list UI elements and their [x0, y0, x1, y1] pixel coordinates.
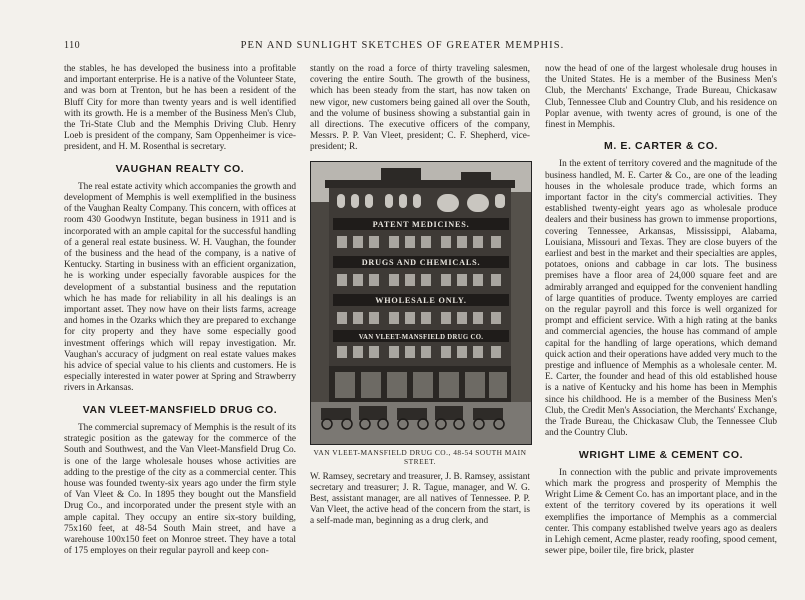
- sign-patent-medicines: PATENT MEDICINES.: [372, 219, 470, 229]
- heading-vaughan-realty: VAUGHAN REALTY CO.: [115, 162, 245, 175]
- page-number: 110: [64, 40, 81, 51]
- sign-company-name: VAN VLEET-MANSFIELD DRUG CO.: [358, 333, 484, 341]
- building-figure: [310, 161, 530, 466]
- running-title: PEN AND SUNLIGHT SKETCHES OF GREATER MEMPHIS.: [240, 40, 565, 51]
- heading-wright-lime: WRIGHT LIME & CEMENT CO.: [578, 448, 744, 461]
- column-left: [64, 64, 296, 557]
- column-right: [545, 64, 777, 557]
- sign-wholesale-only: WHOLESALE ONLY.: [375, 295, 467, 305]
- paragraph-continued: the stables, he has developed the business into a profitable and important enterprise. He is a native of the Volunteer State, and was born at Trenton, but he has been a resident of the Bluff City for more than twenty years and is well identified with its growth. He is a member of the Business Men's Club, the Tri-State Club and the Memphis Driving Club. Henry Loeb is president of the company, Sam Oppenheimer is vice-president, and H. M. Rosenthal is secretary.: [64, 64, 296, 153]
- paragraph-continued: stantly on the road a force of thirty traveling salesmen, covering the entire South. The growth of the business, which has been steady from the start, has now taken on new vigor, new customers being gained all over the South, and the volume of business showing a substantial gain in all directions. The executive officers of the company, Messrs. P. P. Van Vleet, president; C. F. Shepherd, vice-president; R.: [310, 64, 530, 153]
- heading-carter: M. E. CARTER & CO.: [603, 140, 719, 153]
- page-header: [64, 40, 741, 56]
- paragraph-vaughan-realty: The real estate activity which accompanies the growth and development of Memphis is well exemplified in the business of the Vaughan Realty Company. This concern, with offices at room 430 Goodwyn Institute, began business in 1911 and is incorporated with an ample capital for the successful handling of a general real estate business. W. H. Vaughan, the founder of the business and the head of the company, is a native of Kentucky. Starting in business with an efficient organization, he is working under especially favorable auspices for the development of a substantial business and the reputation which he has made for reliability in all his dealings is an important asset. They now have on their lists farms, acreage and homes in the Ozarks which they are prepared to exchange for city property and they have some especially good investment offerings which will repay investigation. Mr. Vaughan's accuracy of judgment on real estate values makes his advice of special value to his clients and customers. He is especially interested in water power at Spring and Strawberry rivers in Arkansas.: [64, 181, 296, 394]
- figure-caption: VAN VLEET-MANSFIELD DRUG CO., 48-54 SOUTH MAIN STREET.: [313, 447, 527, 466]
- paragraph-van-vleet-mansfield: The commercial supremacy of Memphis is the result of its strategic position as the gateway for the commerce of the South and Southwest, and the Van Vleet-Mansfield Drug Co. is one of the large wholesale houses whose activities are adding to the prestige of the city as a commercial center. This house was founded twenty-six years ago under the firm style of Van Vleet & Co. In 1895 they bought out the Mansfield Drug Co., and incorporated under the present style with an ample capital. They occupy an entire six-story building, 75x160 feet, at 48-54 South Main street, and have a warehouse 100x150 feet on Monroe street. They have a total of 175 employes on their regular payroll and keep con-: [64, 422, 296, 557]
- paragraph-after-figure: W. Ramsey, secretary and treasurer, J. B. Ramsey, assistant secretary and treasurer; J. R. Tague, manager, and W. G. Best, assistant manager, are all natives of Tennessee. P. P. Van Vleet, the active head of the concern from the start, is a self-made man, beginning as a drug clerk, and: [310, 471, 530, 527]
- paragraph-continued: now the head of one of the largest wholesale drug houses in the United States. He is a member of the Business Men's Club, the Merchants' Exchange, Trade Bureau, Chickasaw Club, Tennessee Club and Country Club, and his residence on Poplar avenue, with twenty acres of ground, is one of the finest in Memphis.: [545, 64, 777, 131]
- heading-van-vleet-mansfield: VAN VLEET-MANSFIELD DRUG CO.: [82, 403, 278, 416]
- sign-drugs-chemicals: DRUGS AND CHEMICALS.: [361, 257, 481, 267]
- paragraph-carter: In the extent of territory covered and the magnitude of the business handled, M. E. Carter & Co., are one of the leading houses in the wholesale produce trade, which forms an important factor in the city's commercial activities. They established twenty-eight years ago as wholesale produce dealers and their business has grown to immense proportions, covering Tennessee, Arkansas, Mississippi, Alabama, Louisiana, Missouri and Texas. They are close buyers of the earliest and best in the market and their specialties are apples, potatoes, onions and cabbage in car lots. The business premises have a floor area of 24,000 square feet and are admirably arranged and equipped for the convenient handling of large quantities of produce. Twenty employes are carried on the regular payroll and this force is well organized for prompt and efficient service. With a high rating at the banks and commercial agencies, the house has command of ample capital for the handling of large operations, which demand quick action and their operations have added very much to the prestige and influence of Memphis as a wholesale center. M. E. Carter, the founder and head of this old established house is a native of Kentucky and his home has been in Memphis since his childhood. He is a member of the Business Men's Club, the Credit Men's Association, the Merchants' Exchange, the Trade Bureau, the Chickasaw Club, the Tennessee Club and the Country Club.: [545, 159, 777, 439]
- building-photo: [310, 161, 532, 445]
- column-middle: [310, 64, 530, 528]
- paragraph-wright-lime: In connection with the public and private improvements which mark the progress and prosperity of Memphis the Wright Lime & Cement Co. has an important place, and in the extent of the territory covered by its operations it well exemplifies the importance of Memphis as a commercial center. This company established twelve years ago as dealers in Lehigh cement, Acme plaster, ready roofing, spood cement, sewer pipe, boiler tile, fire brick, plaster: [545, 467, 777, 557]
